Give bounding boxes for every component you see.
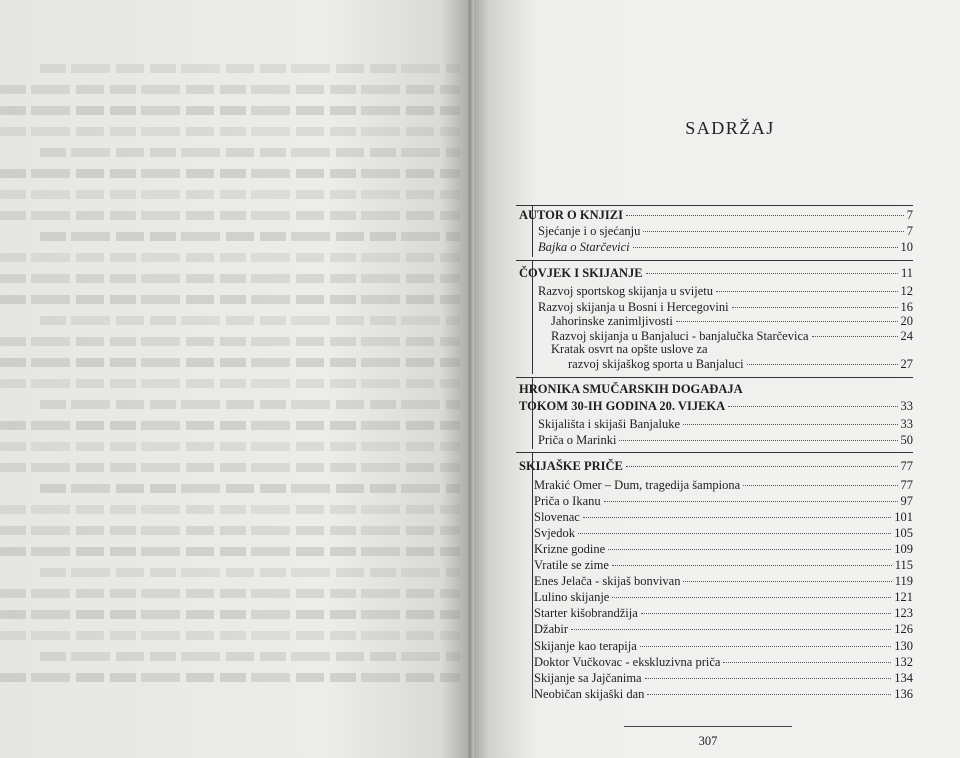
section-rule: [516, 260, 913, 261]
ghost-line: [0, 589, 460, 598]
ghost-line: [0, 358, 460, 367]
toc-item: Enes Jelača - skijaš bonvivan 119: [534, 574, 913, 589]
ghost-line: [0, 526, 460, 535]
book-spine: [466, 0, 474, 758]
toc-section-covjek: ČOVJEK I SKIJANJE 11: [519, 266, 913, 280]
ghost-line: [0, 631, 460, 640]
ghost-line: [40, 232, 460, 241]
ghost-line: [0, 379, 460, 388]
toc-item: Džabir 126: [534, 622, 913, 637]
ghost-line: [0, 547, 460, 556]
left-page: [0, 0, 470, 758]
toc-item: razvoj skijaškog sporta u Banjaluci 27: [568, 357, 913, 371]
toc-item: Neobičan skijaški dan 136: [534, 686, 913, 701]
toc-item: Lulino skijanje 121: [534, 590, 913, 605]
bleed-through-text: [0, 0, 460, 758]
toc-section-hronika-line1: HRONIKA SMUČARSKIH DOGAĐAJA: [519, 382, 743, 396]
toc-section-price: SKIJAŠKE PRIČE 77: [519, 459, 913, 473]
toc-item: Skijališta i skijaši Banjaluke 33: [538, 417, 913, 431]
toc-item: Vratile se zime 115: [534, 558, 913, 573]
toc-item: Mrakić Omer – Dum, tragedija šampiona 77: [534, 478, 913, 492]
ghost-line: [0, 211, 460, 220]
footer-rule: [624, 726, 792, 727]
toc-item: Slovenac 101: [534, 510, 913, 525]
toc-item: Starter kišobrandžija 123: [534, 606, 913, 621]
toc-item: Jahorinske zanimljivosti 20: [551, 314, 913, 328]
toc-item: Svjedok 105: [534, 526, 913, 541]
ghost-line: [40, 568, 460, 577]
toc-item: Razvoj sportskog skijanja u svijetu 12: [538, 284, 913, 298]
toc-section-hronika: TOKOM 30-IH GODINA 20. VIJEKA 33: [519, 399, 913, 413]
section-rule: [516, 205, 913, 206]
ghost-line: [0, 295, 460, 304]
toc-section-autor: AUTOR O KNJIZI 7: [519, 208, 913, 222]
toc-item: Sjećanje i o sjećanju 7: [538, 224, 913, 238]
toc-item: Krizne godine 109: [534, 542, 913, 557]
ghost-line: [40, 400, 460, 409]
ghost-line: [0, 253, 460, 262]
ghost-line: [0, 190, 460, 199]
ghost-line: [0, 610, 460, 619]
ghost-line: [40, 484, 460, 493]
ghost-line: [0, 421, 460, 430]
section-rule: [516, 452, 913, 453]
toc-item: Razvoj skijanja u Banjaluci - banjalučka Starčevica 24: [551, 329, 913, 343]
ghost-line: [0, 169, 460, 178]
ghost-line: [0, 442, 460, 451]
toc-item: Doktor Vučkovac - ekskluzivna priča 132: [534, 654, 913, 669]
toc-item: Priča o Marinki 50: [538, 433, 913, 447]
toc-title: SADRŽAJ: [685, 118, 775, 138]
toc-item: Bajka o Starčevici 10: [538, 240, 913, 254]
section-bracket: [532, 452, 533, 698]
toc-item: Razvoj skijanja u Bosni i Hercegovini 16: [538, 300, 913, 314]
ghost-line: [0, 337, 460, 346]
toc-item: Skijanje kao terapija 130: [534, 638, 913, 653]
ghost-line: [40, 652, 460, 661]
ghost-line: [40, 316, 460, 325]
toc-item: Priča o Ikanu 97: [534, 494, 913, 509]
toc-item: Skijanje sa Jajčanima 134: [534, 670, 913, 685]
ghost-line: [0, 505, 460, 514]
ghost-line: [0, 274, 460, 283]
section-rule: [516, 377, 913, 378]
ghost-line: [40, 64, 460, 73]
toc-item-line1: Kratak osvrt na opšte uslove za: [551, 342, 708, 356]
ghost-line: [0, 106, 460, 115]
ghost-line: [0, 85, 460, 94]
ghost-line: [0, 673, 460, 682]
ghost-line: [0, 463, 460, 472]
ghost-line: [40, 148, 460, 157]
page-number: 307: [698, 734, 718, 748]
ghost-line: [0, 127, 460, 136]
